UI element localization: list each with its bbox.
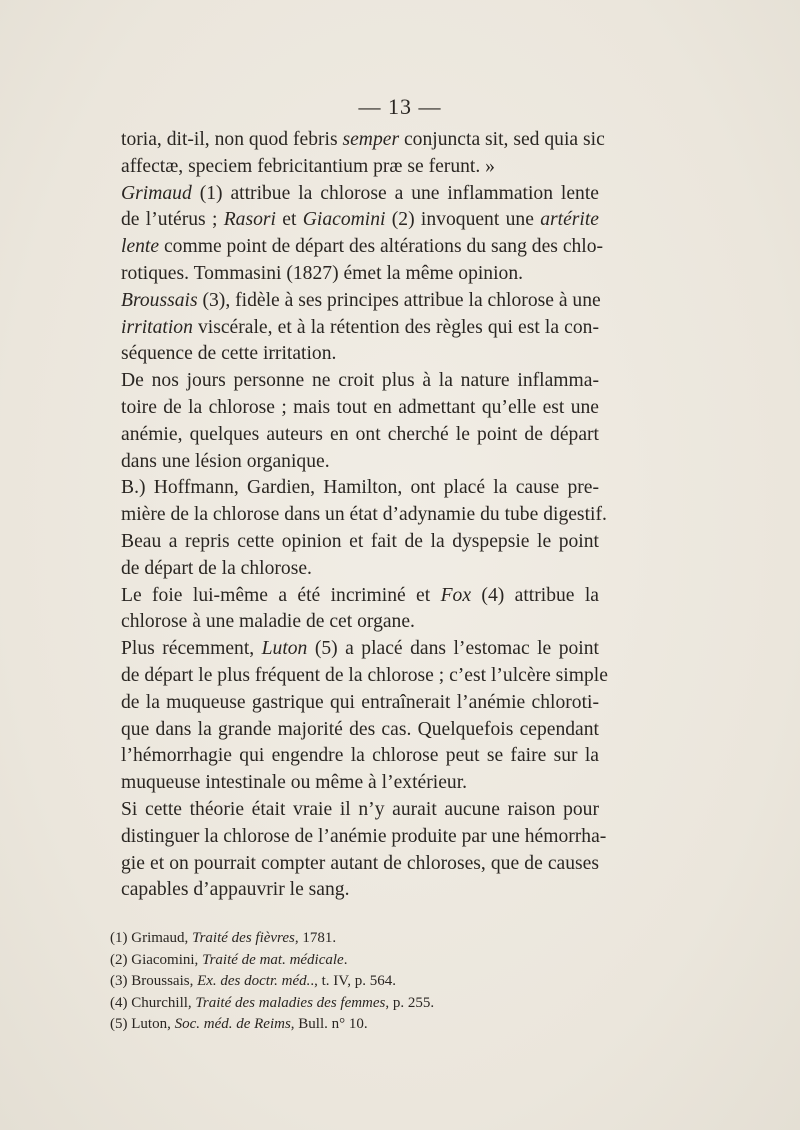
- text-line: Broussais (3), fidèle à ses principes attribue la chlorose à une: [121, 289, 601, 311]
- footnote: (3) Broussais, Ex. des doctr. méd.., t. IV, p. 564.: [110, 973, 396, 989]
- footnote: (5) Luton, Soc. méd. de Reims, Bull. n° 10.: [110, 1016, 368, 1032]
- text-line: Le foie lui-même a été incriminé et Fox (4) attribue la: [121, 584, 599, 606]
- text-line: toria, dit-il, non quod febris semper conjuncta sit, sed quia sic: [121, 129, 605, 150]
- text-line: séquence de cette irritation.: [121, 343, 337, 365]
- text-line: l’hémorrhagie qui engendre la chlorose peut se faire sur la: [121, 745, 599, 767]
- text-line: que dans la grande majorité des cas. Quelquefois cependant: [121, 718, 599, 740]
- text-line: distinguer la chlorose de l’anémie produite par une hémorrha-: [121, 825, 607, 847]
- text-line: irritation viscérale, et à la rétention des règles qui est la con-: [121, 316, 599, 338]
- text-line: mière de la chlorose dans un état d’adynamie du tube digestif.: [121, 504, 607, 526]
- text-line: Plus récemment, Luton (5) a placé dans l’estomac le point: [121, 638, 599, 660]
- text-line: chlorose à une maladie de cet organe.: [121, 611, 415, 633]
- text-line: de départ le plus fréquent de la chlorose ; c’est l’ulcère simple: [121, 664, 608, 686]
- page-number: — 13 —: [358, 94, 442, 119]
- text-line: Beau a repris cette opinion et fait de la dyspepsie le point: [121, 530, 599, 552]
- text-line: Grimaud (1) attribue la chlorose a une inflammation lente: [121, 182, 599, 204]
- footnotes: [110, 928, 530, 1036]
- footnote: (4) Churchill, Traité des maladies des femmes, p. 255.: [110, 994, 435, 1011]
- text-line: B.) Hoffmann, Gardien, Hamilton, ont placé la cause pre-: [121, 477, 599, 499]
- text-line: de l’utérus ; Rasori et Giacomini (2) invoquent une artérite: [121, 209, 599, 231]
- text-line: rotiques. Tommasini (1827) émet la même opinion.: [121, 262, 524, 284]
- text-line: dans une lésion organique.: [121, 450, 330, 472]
- footnote: (1) Grimaud, Traité des fièvres, 1781.: [110, 930, 337, 946]
- body-text: [121, 127, 608, 904]
- text-line: muqueuse intestinale ou même à l’extérieur.: [121, 772, 468, 794]
- text-line: De nos jours personne ne croit plus à la nature inflamma-: [121, 370, 599, 392]
- footnote: (2) Giacomini, Traité de mat. médicale.: [110, 951, 348, 968]
- text-line: Si cette théorie était vraie il n’y aurait aucune raison pour: [121, 798, 599, 820]
- text-line: affectæ, speciem febricitantium præ se ferunt. »: [121, 155, 495, 177]
- text-line: gie et on pourrait compter autant de chloroses, que de causes: [121, 852, 599, 874]
- text-line: de la muqueuse gastrique qui entraînerait l’anémie chloroti-: [121, 691, 599, 713]
- text-line: lente comme point de départ des altérations du sang des chlo-: [121, 236, 604, 258]
- text-line: de départ de la chlorose.: [121, 557, 312, 579]
- text-line: toire de la chlorose ; mais tout en admettant qu’elle est une: [121, 396, 599, 418]
- text-line: anémie, quelques auteurs en ont cherché le point de départ: [121, 423, 599, 445]
- text-line: capables d’appauvrir le sang.: [121, 879, 350, 901]
